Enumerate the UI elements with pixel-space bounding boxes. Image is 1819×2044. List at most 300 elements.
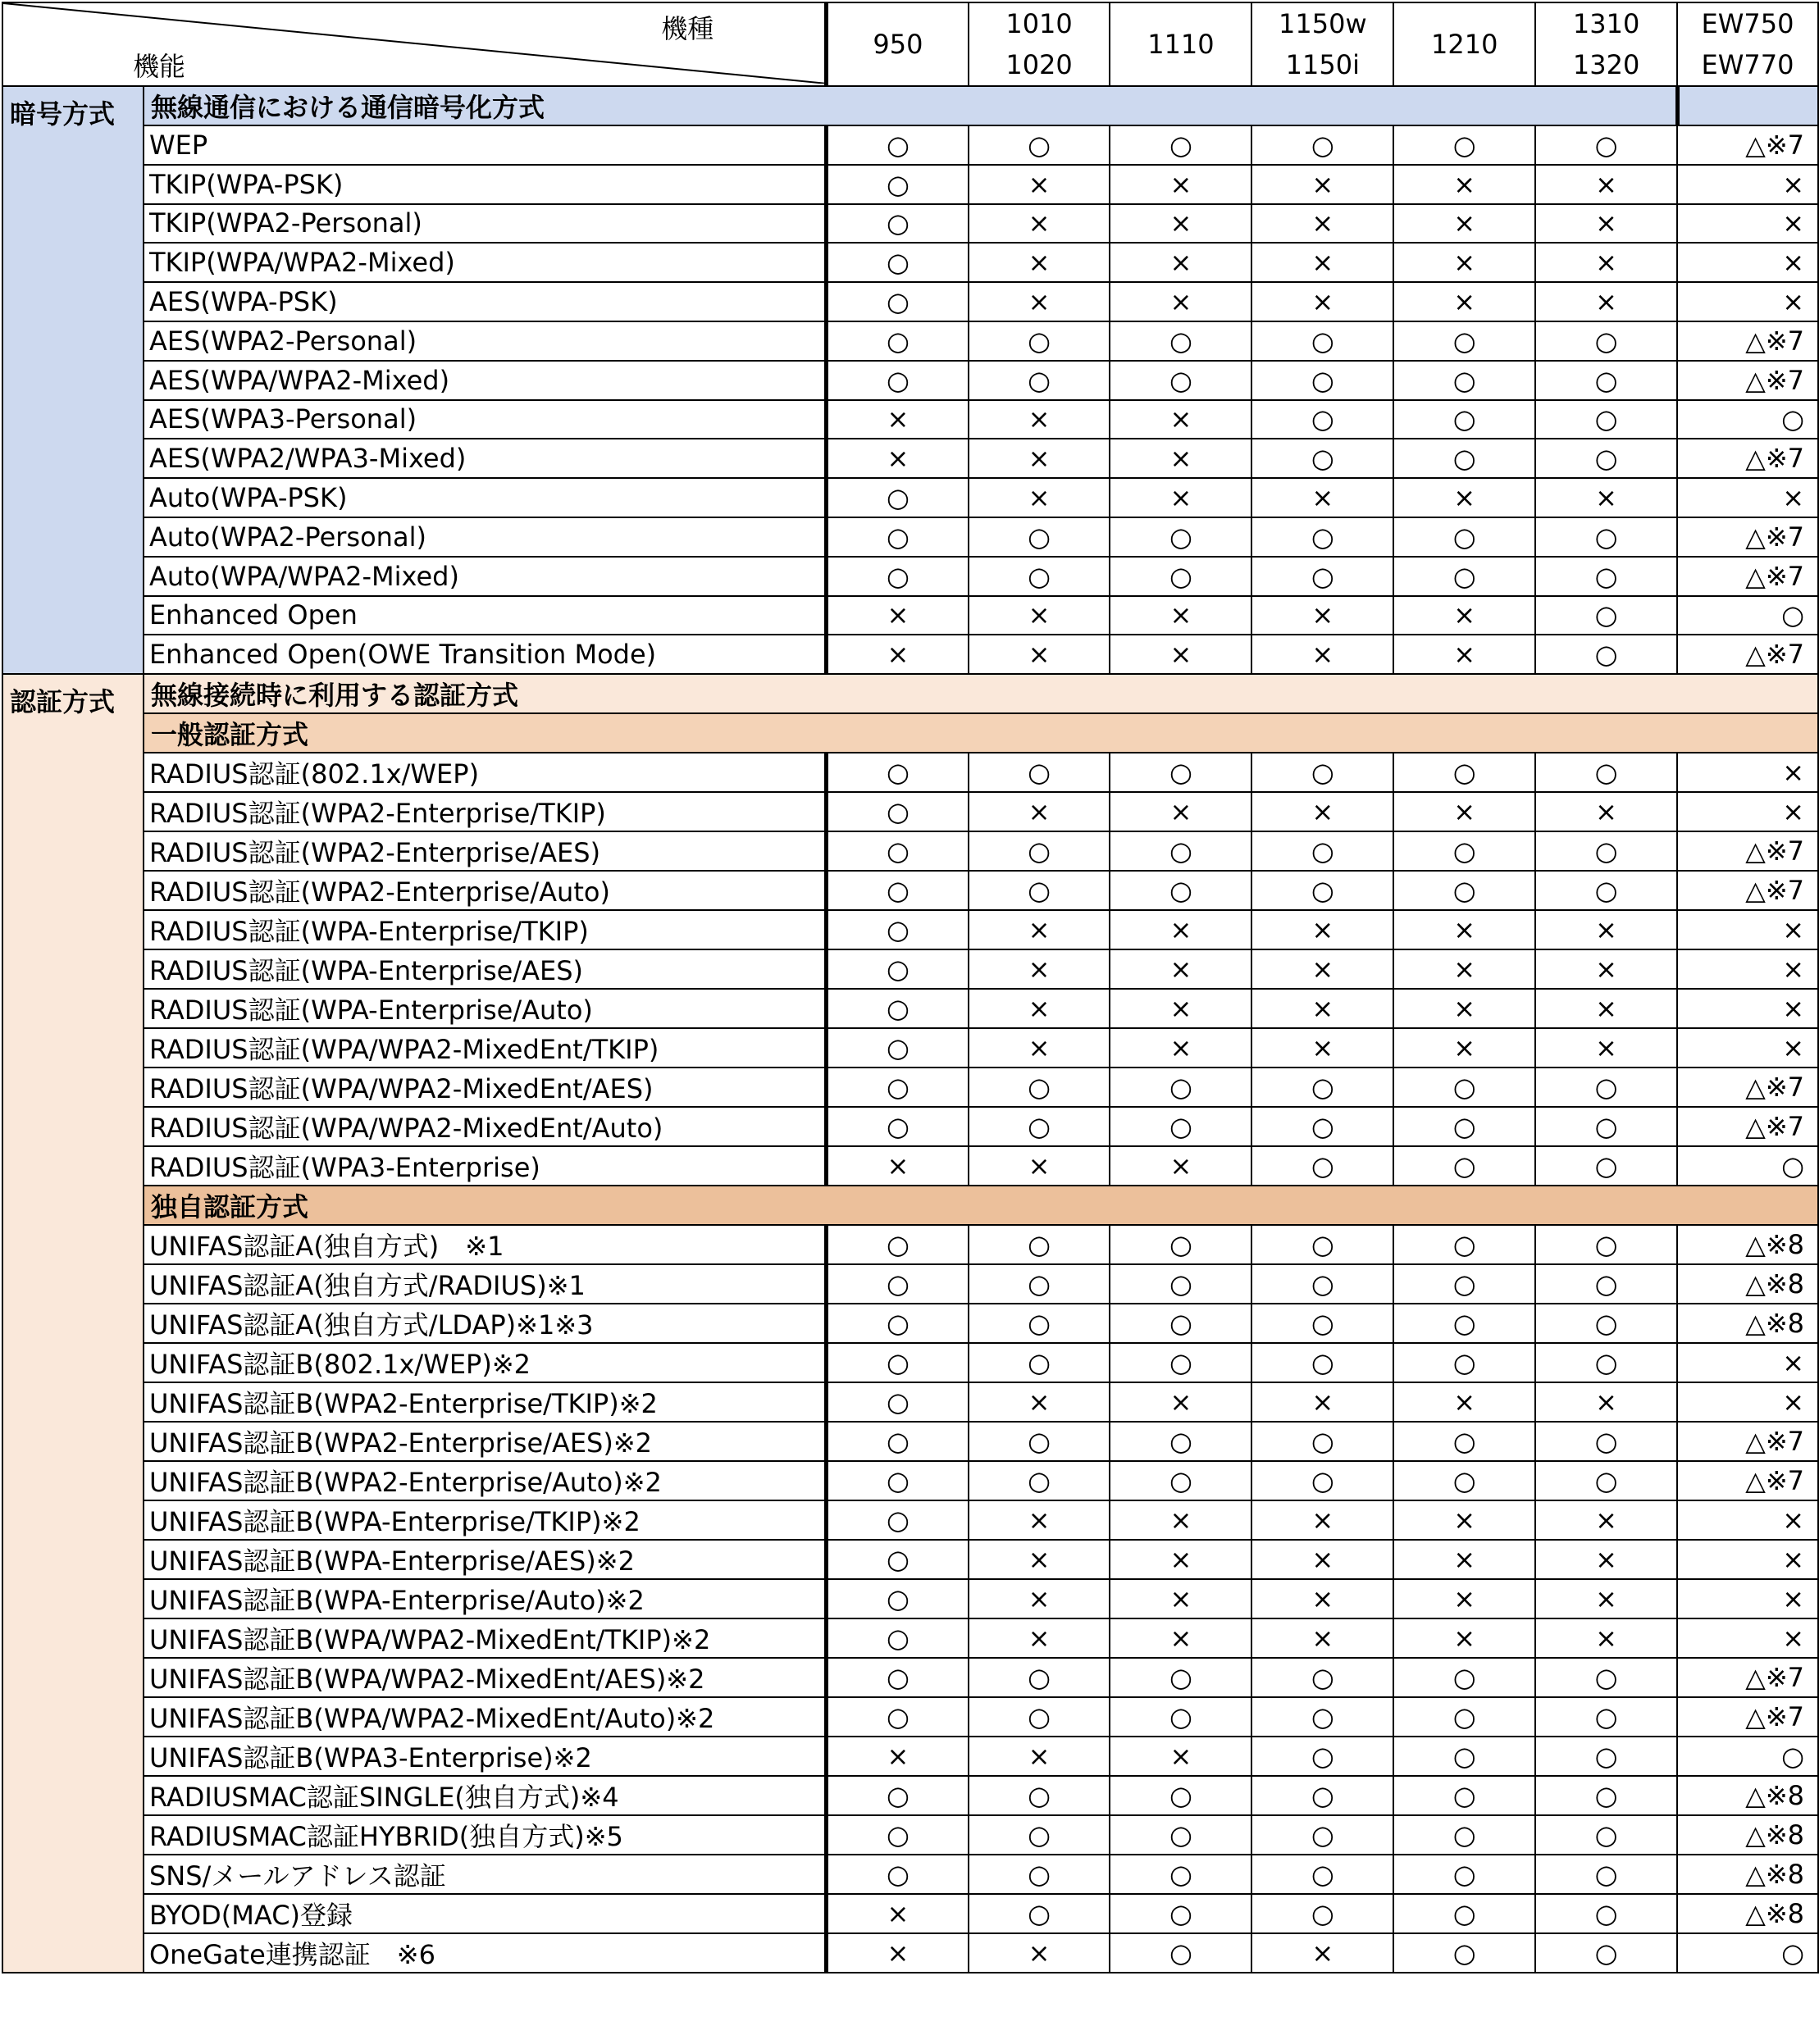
function-label: UNIFAS認証B(WPA-Enterprise/TKIP)※2 xyxy=(144,1500,827,1540)
support-mark: × xyxy=(1535,282,1677,321)
support-mark: × xyxy=(969,910,1110,949)
support-mark: ○ xyxy=(827,1107,969,1146)
support-mark: × xyxy=(1251,910,1393,949)
support-mark: × xyxy=(1535,910,1677,949)
support-mark: ○ xyxy=(1677,1933,1818,1973)
support-mark: ○ xyxy=(1393,361,1535,400)
table-row xyxy=(2,989,1818,1028)
function-label: RADIUS認証(WPA-Enterprise/AES) xyxy=(144,949,827,989)
model-name: 950 xyxy=(873,29,923,60)
support-mark: ○ xyxy=(1535,1697,1677,1737)
support-mark: ○ xyxy=(1535,871,1677,910)
support-mark: ○ xyxy=(1393,1855,1535,1894)
table-row xyxy=(2,1933,1818,1973)
support-mark: ○ xyxy=(1535,1225,1677,1264)
support-mark: ○ xyxy=(827,1658,969,1697)
support-mark: × xyxy=(1677,1343,1818,1382)
support-mark: × xyxy=(1110,910,1251,949)
table-row xyxy=(2,321,1818,361)
support-mark: ○ xyxy=(827,478,969,517)
model-header-ew750 xyxy=(1677,2,1818,86)
function-label: RADIUS認証(WPA2-Enterprise/TKIP) xyxy=(144,792,827,831)
support-mark: ○ xyxy=(1535,1776,1677,1815)
support-mark: × xyxy=(1110,949,1251,989)
support-mark: × xyxy=(1251,1500,1393,1540)
support-mark: × xyxy=(1677,1028,1818,1068)
support-mark: ○ xyxy=(1110,1343,1251,1382)
support-mark: ○ xyxy=(1251,831,1393,871)
support-mark: ○ xyxy=(969,557,1110,596)
function-label: AES(WPA-PSK) xyxy=(144,282,827,321)
support-mark: ○ xyxy=(1677,1146,1818,1186)
support-mark: ○ xyxy=(1251,1697,1393,1737)
support-mark: ○ xyxy=(827,1697,969,1737)
support-mark: ○ xyxy=(1393,1894,1535,1933)
model-name: 1210 xyxy=(1430,29,1498,60)
table-row xyxy=(2,1028,1818,1068)
support-mark: ○ xyxy=(1110,125,1251,165)
support-mark: ○ xyxy=(1535,753,1677,792)
group-header-row xyxy=(2,86,1818,125)
support-mark: × xyxy=(1251,204,1393,244)
support-mark: ○ xyxy=(827,1382,969,1422)
support-mark: △※7 xyxy=(1677,517,1818,557)
support-mark: ○ xyxy=(1535,1933,1677,1973)
support-mark: ○ xyxy=(1535,125,1677,165)
support-mark: × xyxy=(1535,165,1677,204)
support-mark: ○ xyxy=(1393,1068,1535,1107)
support-mark: × xyxy=(827,596,969,635)
support-mark: ○ xyxy=(1251,1225,1393,1264)
support-mark: ○ xyxy=(827,243,969,282)
support-mark: × xyxy=(1393,204,1535,244)
support-mark: ○ xyxy=(827,1225,969,1264)
group-title-tail xyxy=(1677,86,1818,125)
support-mark: ○ xyxy=(1535,1068,1677,1107)
support-mark: × xyxy=(1535,478,1677,517)
support-mark: ○ xyxy=(1393,1815,1535,1855)
support-mark: ○ xyxy=(1393,831,1535,871)
support-mark: × xyxy=(1535,1618,1677,1658)
support-mark: △※7 xyxy=(1677,635,1818,674)
support-mark: ○ xyxy=(1110,1068,1251,1107)
support-mark: × xyxy=(969,282,1110,321)
support-mark: △※7 xyxy=(1677,125,1818,165)
support-mark: × xyxy=(1110,635,1251,674)
support-mark: × xyxy=(1251,792,1393,831)
support-mark: × xyxy=(827,1933,969,1973)
support-mark: ○ xyxy=(1251,1737,1393,1776)
model-name: 1150w xyxy=(1279,8,1367,39)
support-mark: × xyxy=(1677,753,1818,792)
support-mark: ○ xyxy=(969,125,1110,165)
support-mark: ○ xyxy=(1393,1461,1535,1500)
header-corner-cell xyxy=(2,2,827,86)
support-mark: ○ xyxy=(1110,1658,1251,1697)
header-row xyxy=(2,2,1818,86)
function-label: AES(WPA3-Personal) xyxy=(144,400,827,439)
table-row xyxy=(2,635,1818,674)
support-mark: × xyxy=(969,1933,1110,1973)
support-mark: × xyxy=(1535,989,1677,1028)
table-row xyxy=(2,831,1818,871)
model-name: 1010 xyxy=(1005,8,1073,39)
group-header-row xyxy=(2,674,1818,713)
support-mark: ○ xyxy=(827,1855,969,1894)
support-mark: ○ xyxy=(1251,321,1393,361)
model-name-line2: 1020 xyxy=(1005,49,1073,80)
support-mark: △※8 xyxy=(1677,1776,1818,1815)
support-mark: ○ xyxy=(1535,596,1677,635)
support-mark: × xyxy=(1535,949,1677,989)
support-mark: × xyxy=(1393,282,1535,321)
support-mark: ○ xyxy=(827,949,969,989)
function-label: AES(WPA/WPA2-Mixed) xyxy=(144,361,827,400)
support-mark: × xyxy=(1393,1579,1535,1618)
support-mark: ○ xyxy=(1251,125,1393,165)
support-mark: ○ xyxy=(827,517,969,557)
support-mark: △※7 xyxy=(1677,1697,1818,1737)
support-mark: × xyxy=(1677,1540,1818,1579)
support-mark: △※7 xyxy=(1677,1422,1818,1461)
support-mark: × xyxy=(1110,792,1251,831)
category-cell: 認証方式 xyxy=(2,674,144,1973)
support-mark: ○ xyxy=(969,1304,1110,1343)
support-mark: × xyxy=(1535,1028,1677,1068)
support-mark: ○ xyxy=(1110,1776,1251,1815)
table-row xyxy=(2,243,1818,282)
support-mark: ○ xyxy=(1110,1304,1251,1343)
support-mark: ○ xyxy=(1251,1461,1393,1500)
support-mark: ○ xyxy=(827,792,969,831)
table-row xyxy=(2,910,1818,949)
support-mark: ○ xyxy=(1393,439,1535,478)
function-label: RADIUS認証(WPA2-Enterprise/Auto) xyxy=(144,871,827,910)
support-mark: ○ xyxy=(1110,1264,1251,1304)
support-mark: ○ xyxy=(827,1461,969,1500)
support-mark: × xyxy=(969,635,1110,674)
support-mark: ○ xyxy=(1535,1894,1677,1933)
support-mark: ○ xyxy=(827,753,969,792)
table-row xyxy=(2,1461,1818,1500)
support-mark: ○ xyxy=(1535,1146,1677,1186)
model-name-line2: 1320 xyxy=(1572,49,1640,80)
support-mark: ○ xyxy=(827,1500,969,1540)
support-mark: × xyxy=(1251,1618,1393,1658)
support-mark: △※8 xyxy=(1677,1855,1818,1894)
function-label: TKIP(WPA2-Personal) xyxy=(144,204,827,244)
table-row xyxy=(2,1579,1818,1618)
support-mark: × xyxy=(1535,1500,1677,1540)
support-mark: × xyxy=(1393,1618,1535,1658)
support-mark: ○ xyxy=(827,125,969,165)
support-mark: × xyxy=(1110,478,1251,517)
support-mark: △※8 xyxy=(1677,1894,1818,1933)
support-mark: ○ xyxy=(969,831,1110,871)
support-mark: ○ xyxy=(827,1068,969,1107)
support-mark: × xyxy=(1535,1579,1677,1618)
support-mark: ○ xyxy=(1393,871,1535,910)
support-mark: × xyxy=(969,792,1110,831)
support-mark: ○ xyxy=(1535,1107,1677,1146)
support-mark: × xyxy=(1251,1382,1393,1422)
model-name: EW750 xyxy=(1701,8,1794,39)
function-label: UNIFAS認証A(独自方式/LDAP)※1※3 xyxy=(144,1304,827,1343)
support-mark: ○ xyxy=(969,1343,1110,1382)
table-row xyxy=(2,1776,1818,1815)
table-row xyxy=(2,517,1818,557)
support-mark: × xyxy=(1677,792,1818,831)
table-row xyxy=(2,1343,1818,1382)
function-label: RADIUS認証(802.1x/WEP) xyxy=(144,753,827,792)
support-mark: × xyxy=(827,400,969,439)
function-axis-label: 機能 xyxy=(133,51,186,82)
support-mark: × xyxy=(969,949,1110,989)
support-mark: ○ xyxy=(827,1815,969,1855)
support-mark: △※7 xyxy=(1677,1107,1818,1146)
support-mark: ○ xyxy=(1677,1737,1818,1776)
support-mark: ○ xyxy=(1677,400,1818,439)
support-mark: ○ xyxy=(969,1697,1110,1737)
support-mark: ○ xyxy=(1251,1343,1393,1382)
support-mark: ○ xyxy=(827,1540,969,1579)
support-mark: △※7 xyxy=(1677,1658,1818,1697)
support-mark: ○ xyxy=(1393,1933,1535,1973)
model-header-1010 xyxy=(969,2,1110,86)
support-mark: × xyxy=(969,1737,1110,1776)
support-mark: × xyxy=(1251,243,1393,282)
support-mark: × xyxy=(969,478,1110,517)
support-mark: ○ xyxy=(1535,321,1677,361)
table-row xyxy=(2,165,1818,204)
support-mark: × xyxy=(1393,165,1535,204)
support-mark: ○ xyxy=(969,1815,1110,1855)
support-mark: ○ xyxy=(827,204,969,244)
support-mark: ○ xyxy=(969,1461,1110,1500)
support-mark: × xyxy=(1110,596,1251,635)
support-mark: ○ xyxy=(1535,557,1677,596)
support-mark: ○ xyxy=(1110,1107,1251,1146)
support-mark: ○ xyxy=(1535,1855,1677,1894)
support-mark: × xyxy=(1535,204,1677,244)
function-label: AES(WPA2/WPA3-Mixed) xyxy=(144,439,827,478)
support-mark: ○ xyxy=(1251,1815,1393,1855)
support-mark: ○ xyxy=(827,321,969,361)
table-row xyxy=(2,1225,1818,1264)
function-label: RADIUSMAC認証SINGLE(独自方式)※4 xyxy=(144,1776,827,1815)
support-mark: ○ xyxy=(969,1776,1110,1815)
support-mark: ○ xyxy=(969,753,1110,792)
support-mark: ○ xyxy=(1393,1304,1535,1343)
function-label: UNIFAS認証B(WPA/WPA2-MixedEnt/AES)※2 xyxy=(144,1658,827,1697)
support-mark: ○ xyxy=(1535,439,1677,478)
support-mark: × xyxy=(1110,282,1251,321)
support-mark: ○ xyxy=(1393,1146,1535,1186)
support-mark: × xyxy=(1393,635,1535,674)
support-mark: ○ xyxy=(1535,635,1677,674)
function-label: UNIFAS認証B(WPA/WPA2-MixedEnt/Auto)※2 xyxy=(144,1697,827,1737)
support-mark: × xyxy=(1535,1540,1677,1579)
support-mark: ○ xyxy=(1251,1422,1393,1461)
support-mark: × xyxy=(1251,282,1393,321)
support-mark: × xyxy=(969,1540,1110,1579)
support-mark: ○ xyxy=(1251,1776,1393,1815)
support-mark: ○ xyxy=(1393,517,1535,557)
support-mark: ○ xyxy=(969,321,1110,361)
support-mark: ○ xyxy=(1251,400,1393,439)
group-title: 独自認証方式 xyxy=(144,1186,1818,1225)
support-mark: × xyxy=(1110,1500,1251,1540)
support-mark: × xyxy=(1393,243,1535,282)
support-mark: ○ xyxy=(1393,1776,1535,1815)
support-mark: × xyxy=(1110,1737,1251,1776)
support-mark: △※7 xyxy=(1677,557,1818,596)
table-row xyxy=(2,1855,1818,1894)
support-mark: × xyxy=(1677,282,1818,321)
support-mark: ○ xyxy=(1110,871,1251,910)
support-mark: ○ xyxy=(827,1776,969,1815)
support-mark: ○ xyxy=(1535,831,1677,871)
support-mark: ○ xyxy=(969,1264,1110,1304)
support-mark: ○ xyxy=(969,871,1110,910)
table-row xyxy=(2,1107,1818,1146)
support-mark: ○ xyxy=(1110,1855,1251,1894)
support-mark: ○ xyxy=(1535,1461,1677,1500)
support-mark: ○ xyxy=(827,1304,969,1343)
support-mark: × xyxy=(1677,910,1818,949)
support-mark: × xyxy=(1110,1540,1251,1579)
support-mark: × xyxy=(969,1146,1110,1186)
function-label: Auto(WPA2-Personal) xyxy=(144,517,827,557)
support-mark: × xyxy=(969,439,1110,478)
support-mark: ○ xyxy=(1251,1658,1393,1697)
support-mark: × xyxy=(1677,1579,1818,1618)
group-title: 無線接続時に利用する認証方式 xyxy=(144,674,1818,713)
table-row xyxy=(2,1304,1818,1343)
support-mark: ○ xyxy=(1393,1107,1535,1146)
support-mark: ○ xyxy=(1251,557,1393,596)
table-row xyxy=(2,949,1818,989)
function-label: UNIFAS認証A(独自方式) ※1 xyxy=(144,1225,827,1264)
table-row xyxy=(2,1422,1818,1461)
table-row xyxy=(2,204,1818,244)
support-mark: ○ xyxy=(827,1618,969,1658)
support-mark: × xyxy=(1110,439,1251,478)
support-mark: ○ xyxy=(827,831,969,871)
table-row xyxy=(2,439,1818,478)
support-mark: ○ xyxy=(1535,517,1677,557)
function-label: RADIUS認証(WPA2-Enterprise/AES) xyxy=(144,831,827,871)
support-mark: △※7 xyxy=(1677,1068,1818,1107)
support-mark: △※7 xyxy=(1677,1461,1818,1500)
table-row xyxy=(2,1382,1818,1422)
support-mark: ○ xyxy=(1251,361,1393,400)
compatibility-table xyxy=(2,2,1819,1973)
table-row xyxy=(2,1068,1818,1107)
function-label: OneGate連携認証 ※6 xyxy=(144,1933,827,1973)
support-mark: ○ xyxy=(827,1422,969,1461)
function-label: Enhanced Open(OWE Transition Mode) xyxy=(144,635,827,674)
support-mark: ○ xyxy=(1251,1304,1393,1343)
support-mark: ○ xyxy=(1535,1422,1677,1461)
support-mark: × xyxy=(1677,165,1818,204)
support-mark: × xyxy=(1393,478,1535,517)
model-name: 1110 xyxy=(1147,29,1215,60)
support-mark: × xyxy=(1677,989,1818,1028)
support-mark: ○ xyxy=(1535,1304,1677,1343)
support-mark: × xyxy=(969,1500,1110,1540)
support-mark: ○ xyxy=(1393,1422,1535,1461)
table-row xyxy=(2,478,1818,517)
function-label: RADIUS認証(WPA3-Enterprise) xyxy=(144,1146,827,1186)
support-mark: × xyxy=(1110,1579,1251,1618)
support-mark: × xyxy=(1251,1540,1393,1579)
support-mark: ○ xyxy=(1393,753,1535,792)
support-mark: × xyxy=(969,1382,1110,1422)
support-mark: ○ xyxy=(969,1658,1110,1697)
support-mark: × xyxy=(1110,1146,1251,1186)
support-mark: × xyxy=(969,596,1110,635)
support-mark: ○ xyxy=(969,361,1110,400)
support-mark: △※8 xyxy=(1677,1225,1818,1264)
group-header-row xyxy=(2,1186,1818,1225)
support-mark: ○ xyxy=(827,1343,969,1382)
support-mark: × xyxy=(1535,243,1677,282)
support-mark: ○ xyxy=(1251,1894,1393,1933)
model-header-1110 xyxy=(1110,2,1251,86)
support-mark: ○ xyxy=(1110,753,1251,792)
table-row xyxy=(2,1697,1818,1737)
support-mark: ○ xyxy=(969,517,1110,557)
support-mark: × xyxy=(1251,1028,1393,1068)
support-mark: ○ xyxy=(1110,557,1251,596)
support-mark: ○ xyxy=(1251,1068,1393,1107)
support-mark: ○ xyxy=(1535,1658,1677,1697)
support-mark: × xyxy=(1110,989,1251,1028)
support-mark: ○ xyxy=(1535,1815,1677,1855)
support-mark: × xyxy=(1677,204,1818,244)
function-label: AES(WPA2-Personal) xyxy=(144,321,827,361)
support-mark: ○ xyxy=(1535,1737,1677,1776)
table-body xyxy=(2,2,1818,1973)
support-mark: ○ xyxy=(1110,1815,1251,1855)
support-mark: × xyxy=(827,1146,969,1186)
support-mark: ○ xyxy=(827,910,969,949)
function-label: UNIFAS認証B(WPA3-Enterprise)※2 xyxy=(144,1737,827,1776)
support-mark: ○ xyxy=(1393,125,1535,165)
support-mark: ○ xyxy=(827,165,969,204)
support-mark: ○ xyxy=(1535,1264,1677,1304)
support-mark: × xyxy=(1251,635,1393,674)
support-mark: ○ xyxy=(1251,1855,1393,1894)
function-label: TKIP(WPA-PSK) xyxy=(144,165,827,204)
function-label: RADIUS認証(WPA/WPA2-MixedEnt/Auto) xyxy=(144,1107,827,1146)
support-mark: ○ xyxy=(1110,1894,1251,1933)
support-mark: × xyxy=(1251,989,1393,1028)
support-mark: × xyxy=(1110,1618,1251,1658)
support-mark: × xyxy=(1393,596,1535,635)
support-mark: × xyxy=(1393,1540,1535,1579)
table-row xyxy=(2,361,1818,400)
category-cell: 暗号方式 xyxy=(2,86,144,674)
support-mark: × xyxy=(1535,792,1677,831)
support-mark: ○ xyxy=(1251,1264,1393,1304)
support-mark: × xyxy=(969,989,1110,1028)
support-mark: ○ xyxy=(1110,321,1251,361)
function-label: TKIP(WPA/WPA2-Mixed) xyxy=(144,243,827,282)
support-mark: × xyxy=(827,1894,969,1933)
table-row xyxy=(2,871,1818,910)
